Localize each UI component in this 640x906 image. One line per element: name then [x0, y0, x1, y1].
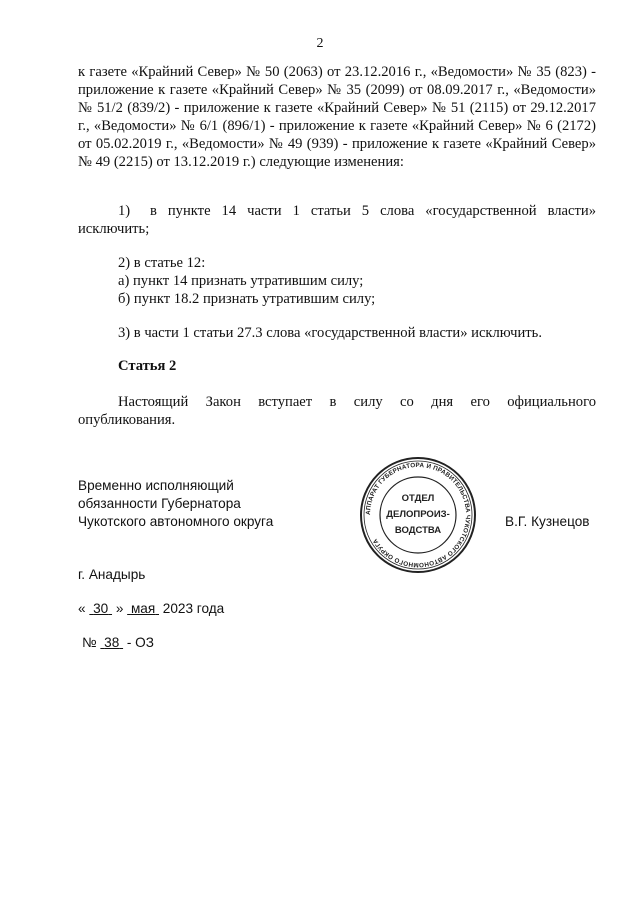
law-number-suffix: - ОЗ [126, 635, 154, 650]
signature-name: В.Г. Кузнецов [505, 514, 590, 529]
law-number [82, 634, 154, 652]
date-close-quote: » [115, 601, 124, 616]
item2-heading: 2) в статье 12: [118, 255, 206, 271]
date-day: 30 [93, 601, 109, 616]
item1-line1: в пункте 14 части 1 статьи 5 слова «государственной власти» [150, 203, 596, 219]
article2-line2: опубликования. [78, 412, 176, 428]
item3: 3) в части 1 статьи 27.3 слова «государственной власти» исключить. [118, 325, 542, 341]
date-year: 2023 года [162, 601, 225, 616]
signature-position-line1: Временно исполняющий [78, 478, 234, 493]
item2-sub-a: а) пункт 14 признать утратившим силу; [118, 273, 364, 289]
law-number-value: 38 [104, 635, 120, 650]
place-of-signing: г. Анадырь [78, 567, 146, 582]
law-number-prefix: № [82, 635, 97, 650]
article2-title: Статья 2 [118, 358, 177, 374]
signature-position-line2: обязанности Губернатора [78, 496, 241, 511]
item1-line2: исключить; [78, 221, 150, 237]
page-number: 2 [316, 36, 324, 51]
item1-number: 1) [118, 203, 131, 219]
item2-sub-b: б) пункт 18.2 признать утратившим силу; [118, 291, 376, 307]
stamp-ring-text: АППАРАТ ГУБЕРНАТОРА И ПРАВИТЕЛЬСТВА ЧУКОТСКОГО АВТОНОМНОГО ОКРУГА [364, 461, 472, 569]
date-month: мая [130, 601, 156, 616]
stamp-center-line2: ДЕЛОПРОИЗ- [386, 509, 450, 520]
official-stamp [358, 455, 478, 575]
stamp-center-line3: ВОДСТВА [394, 525, 442, 536]
article2-line1: Настоящий Закон вступает в силу со дня его официального [118, 394, 596, 410]
date-open-quote: « [78, 601, 86, 616]
intro-paragraph: к газете «Крайний Север» № 50 (2063) от 23.12.2016 г., «Ведомости» № 35 (823) - приложение к газете «Крайний Север» № 35 (2099) от 08.09.2017 г., «Ведомости» № 51/2 (839/2) - приложение к газете «Крайний Север» № 51 (2115) от 29.12.2017 г., «Ведомости» № 6/1 (896/1) - приложение к газете «Крайний Север» № 6 (2172) от 05.02.2019 г., «Ведомости» № 49 (939) - приложение к газете «Крайний Север» № 49 (2215) от 13.12.2019 г.) следующие изменения: [78, 64, 596, 170]
stamp-center-line1: ОТДЕЛ [401, 493, 435, 504]
signing-date [78, 600, 224, 618]
signature-position-line3: Чукотского автономного округа [78, 514, 274, 529]
